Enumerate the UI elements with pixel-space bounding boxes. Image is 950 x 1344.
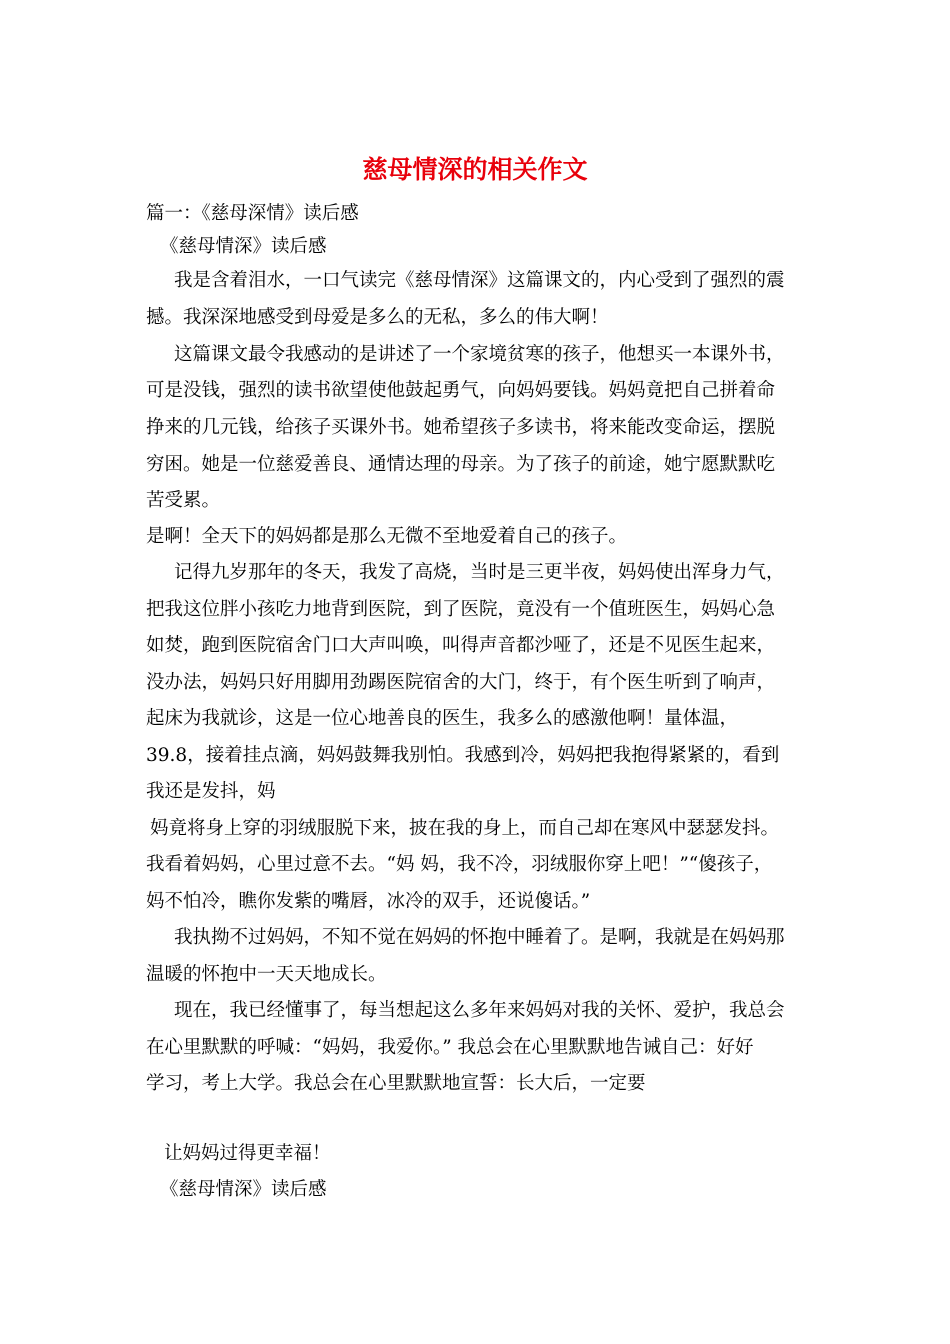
paragraph-line: 穷困。她是一位慈爱善良、通情达理的母亲。为了孩子的前途，她宁愿默默吃	[146, 454, 776, 475]
paragraph-line: 温暖的怀抱中一天天地成长。	[146, 964, 387, 985]
paragraph-line: 挣来的几元钱，给孩子买课外书。她希望孩子多读书，将来能改变命运，摆脱	[146, 417, 776, 438]
paragraph-line: 苦受累。	[146, 490, 221, 511]
paragraph-line: 记得九岁那年的冬天，我发了高烧，当时是三更半夜，妈妈使出浑身力气，	[174, 562, 785, 583]
subsection-heading: 《慈母情深》读后感	[160, 236, 327, 257]
paragraph-line: 没办法，妈妈只好用脚用劲踢医院宿舍的大门，终于，有个医生听到了响声，	[146, 672, 776, 693]
document-title: 慈母情深的相关作文	[362, 155, 588, 184]
paragraph-line: 我看着妈妈，心里过意不去。“妈 妈，我不冷，羽绒服你穿上吧！”“傻孩子，	[146, 854, 773, 875]
subsection-heading: 《慈母情深》读后感	[160, 1179, 327, 1200]
paragraph-line: 这篇课文最令我感动的是讲述了一个家境贫寒的孩子，他想买一本课外书，	[174, 344, 785, 365]
paragraph-line: 撼。我深深地感受到母爱是多么的无私，多么的伟大啊！	[146, 307, 609, 328]
paragraph-line: 妈不怕冷，瞧你发紫的嘴唇，冰冷的双手，还说傻话。”	[146, 891, 591, 912]
paragraph-line: 39.8，接着挂点滴，妈妈鼓舞我别怕。我感到冷，妈妈把我抱得紧紧的，看到	[146, 745, 780, 766]
paragraph-line: 如焚，跑到医院宿舍门口大声叫唤，叫得声音都沙哑了，还是不见医生起来，	[146, 635, 776, 656]
paragraph-line: 是啊！全天下的妈妈都是那么无微不至地爱着自己的孩子。	[146, 526, 628, 547]
paragraph-line: 在心里默默的呼喊：“妈妈，我爱你。” 我总会在心里默默地告诫自己：好好	[146, 1037, 754, 1058]
paragraph-line: 我是含着泪水，一口气读完《慈母情深》这篇课文的，内心受到了强烈的震	[174, 270, 785, 291]
paragraph-line: 起床为我就诊，这是一位心地善良的医生，我多么的感激他啊！量体温，	[146, 708, 739, 729]
paragraph-line: 我还是发抖，妈	[146, 781, 276, 802]
paragraph-line: 可是没钱，强烈的读书欲望使他鼓起勇气，向妈妈要钱。妈妈竟把自己拼着命	[146, 380, 776, 401]
paragraph-line: 现在，我已经懂事了，每当想起这么多年来妈妈对我的关怀、爱护，我总会	[174, 1000, 785, 1021]
paragraph-line: 学习，考上大学。我总会在心里默默地宣誓：长大后，一定要	[146, 1073, 646, 1094]
paragraph-line: 让妈妈过得更幸福！	[164, 1143, 331, 1164]
section-heading: 篇一：《慈母深情》读后感	[146, 203, 359, 224]
paragraph-line: 把我这位胖小孩吃力地背到医院，到了医院，竟没有一个值班医生，妈妈心急	[146, 599, 776, 620]
paragraph-line: 我执拗不过妈妈，不知不觉在妈妈的怀抱中睡着了。是啊，我就是在妈妈那	[174, 927, 785, 948]
paragraph-line: 妈竟将身上穿的羽绒服脱下来，披在我的身上，而自己却在寒风中瑟瑟发抖。	[150, 818, 780, 839]
